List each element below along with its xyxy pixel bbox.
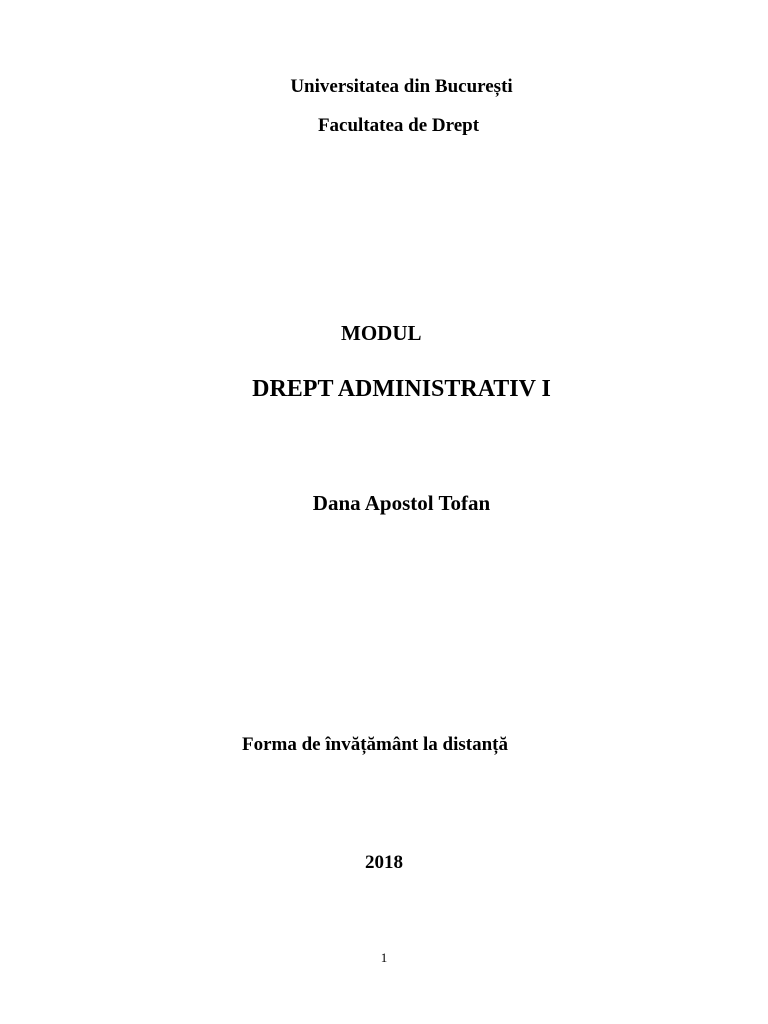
page-number: 1 (380, 950, 388, 965)
module-title: DREPT ADMINISTRATIV I (252, 376, 551, 402)
faculty-name: Facultatea de Drept (317, 115, 480, 136)
study-form: Forma de învățământ la distanță (242, 734, 508, 755)
publication-year: 2018 (365, 852, 403, 873)
university-name: Universitatea din București (290, 76, 513, 97)
author-name: Dana Apostol Tofan (312, 491, 491, 515)
module-label: MODUL (341, 321, 422, 345)
